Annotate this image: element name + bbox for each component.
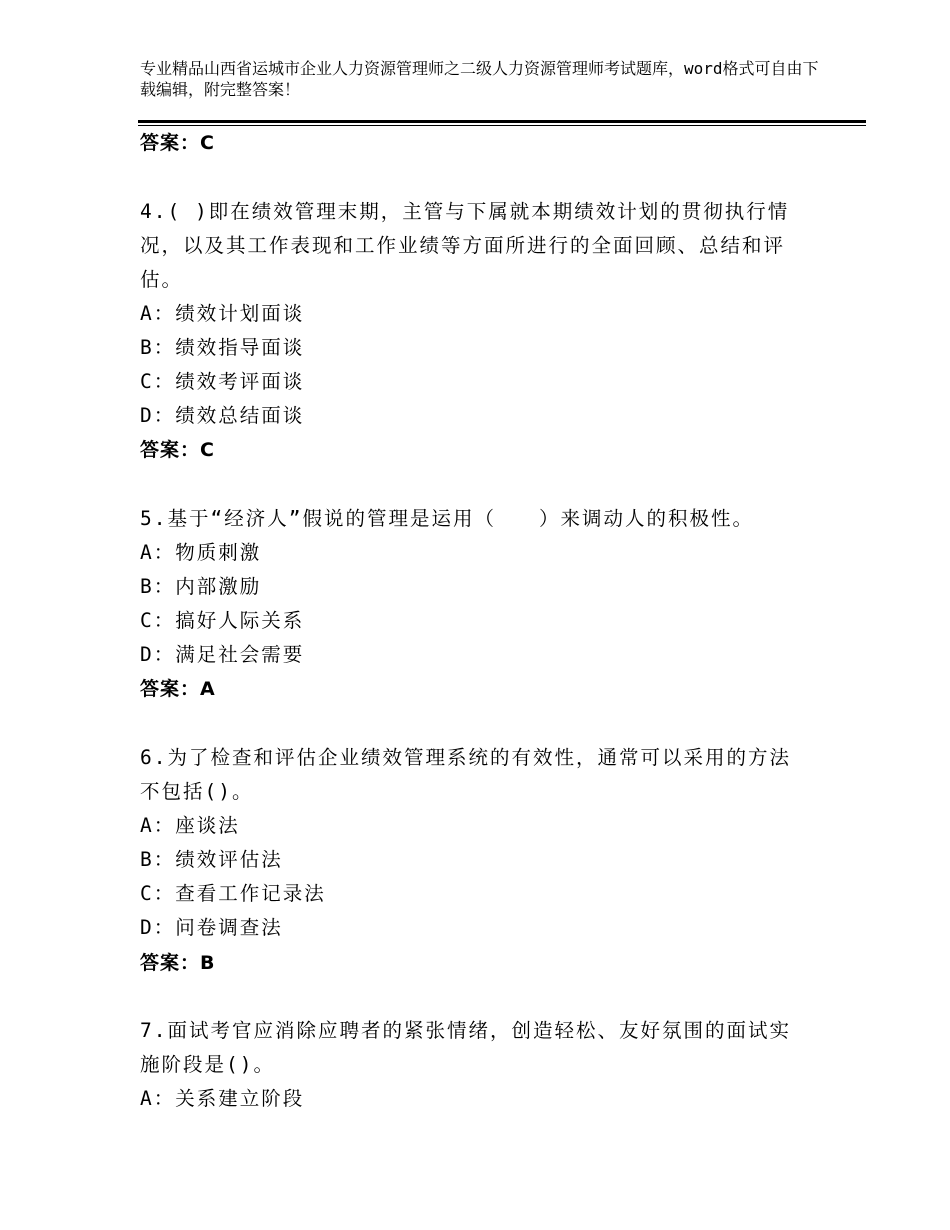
question-7-line-2: 施阶段是()。 — [140, 1053, 275, 1076]
question-6-option-a: A：座谈法 — [140, 814, 240, 837]
question-5-answer — [140, 676, 216, 702]
question-5-option-c: C：搞好人际关系 — [140, 609, 305, 632]
question-4-option-a: A：绩效计划面谈 — [140, 302, 305, 325]
answer-value: A — [200, 678, 216, 700]
question-6-option-b: B：绩效评估法 — [140, 848, 283, 871]
question-6-option-c: C：查看工作记录法 — [140, 882, 326, 905]
answer-value: C — [200, 439, 215, 461]
answer-line — [140, 130, 215, 156]
answer-label: 答案： — [140, 132, 201, 154]
question-6-option-d: D：问卷调查法 — [140, 916, 283, 939]
answer-value: C — [200, 132, 215, 154]
question-4-answer — [140, 437, 215, 463]
question-5-line-1: 5.基于“经济人”假说的管理是运用（ ）来调动人的积极性。 — [140, 507, 754, 530]
answer-label: 答案： — [140, 952, 201, 974]
question-7-line-1: 7.面试考官应消除应聘者的紧张情绪，创造轻松、友好氛围的面试实 — [140, 1019, 791, 1042]
question-6-answer — [140, 950, 216, 976]
question-4-option-c: C：绩效考评面谈 — [140, 370, 305, 393]
header-rule-thin — [138, 125, 866, 126]
answer-value: B — [200, 952, 216, 974]
answer-label: 答案： — [140, 678, 201, 700]
header-rule-thick — [138, 120, 866, 123]
question-4-line-1: 4.( )即在绩效管理末期，主管与下属就本期绩效计划的贯彻执行情 — [140, 200, 790, 223]
header-text: 专业精品山西省运城市企业人力资源管理师之二级人力资源管理师考试题库，word格式可自由下载编辑，附完整答案！ — [140, 59, 819, 99]
question-6-line-1: 6.为了检查和评估企业绩效管理系统的有效性，通常可以采用的方法 — [140, 746, 791, 769]
question-5-option-d: D：满足社会需要 — [140, 643, 305, 666]
question-4-line-2: 况，以及其工作表现和工作业绩等方面所进行的全面回顾、总结和评 — [140, 234, 786, 257]
question-4-line-3: 估。 — [140, 268, 184, 291]
question-5-option-b: B：内部激励 — [140, 575, 262, 598]
answer-label: 答案： — [140, 439, 201, 461]
question-4-option-b: B：绩效指导面谈 — [140, 336, 305, 359]
question-5-option-a: A：物质刺激 — [140, 541, 262, 564]
question-6-line-2: 不包括()。 — [140, 780, 254, 803]
question-7-option-a: A：关系建立阶段 — [140, 1087, 305, 1110]
page-header — [140, 58, 830, 100]
question-4-option-d: D：绩效总结面谈 — [140, 404, 305, 427]
